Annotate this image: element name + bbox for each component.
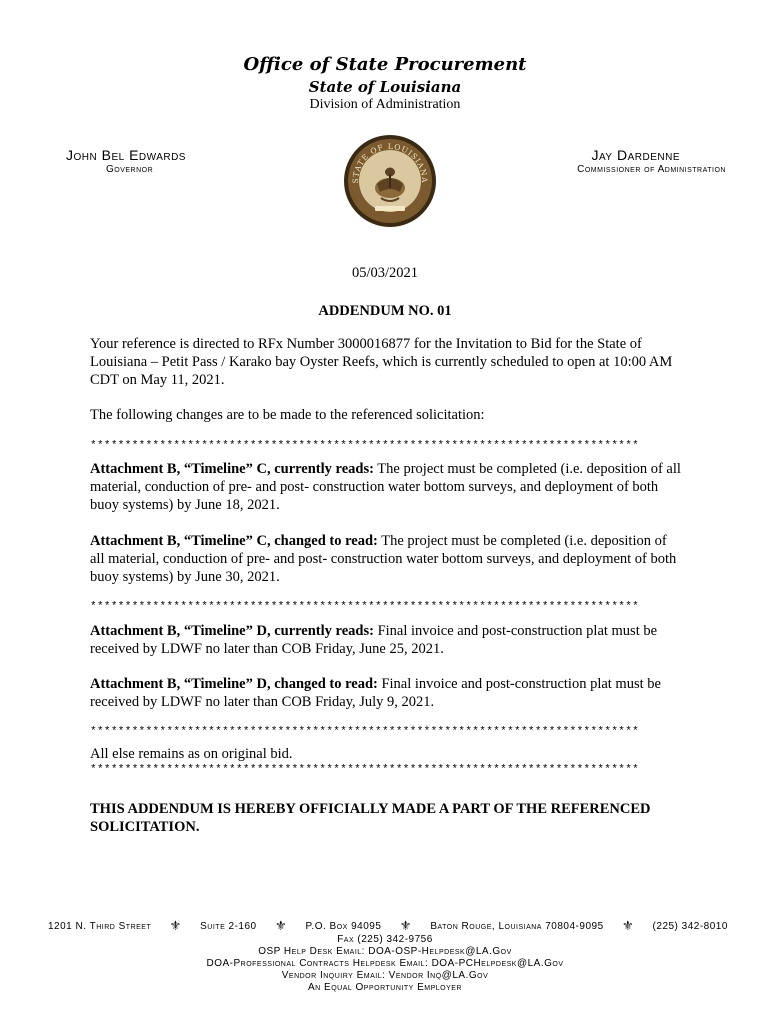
seal-lettering: STATE OF LOUISIANA (350, 141, 430, 184)
timeline-c-current-label: Attachment B, “Timeline” C, currently reads: (90, 461, 374, 477)
separator-stars: ******************************************************************************* (90, 764, 640, 776)
timeline-d-changed-label: Attachment B, “Timeline” D, changed to read: (90, 676, 378, 692)
footer-address (48, 919, 728, 934)
all-else-text: All else remains as on original bid. (90, 746, 293, 762)
governor-title: Governor (106, 164, 154, 175)
separator-stars: ******************************************************************************* (90, 601, 640, 613)
timeline-c-current-text: The project must be completed (i.e. deposition of all material, conduction of pre- and post- construction water bottom surveys, and deployment of both buoy systems) by June 18, 2021. (90, 461, 681, 513)
footer-street: 1201 N. Third Street (48, 921, 152, 932)
footer-city: Baton Rouge, Louisiana 70804-9095 (430, 921, 604, 932)
fleur-de-lis-icon: ⚜ (169, 919, 182, 934)
closing-statement: THIS ADDENDUM IS HEREBY OFFICIALLY MADE A PART OF THE REFERENCED SOLICITATION. (90, 801, 651, 835)
timeline-d-current (90, 622, 682, 658)
footer-osp-email: OSP Help Desk Email: DOA-OSP-Helpdesk@LA.Gov (258, 946, 512, 957)
commissioner-name: Jay Dardenne (591, 147, 680, 163)
footer-suite: Suite 2-160 (200, 921, 257, 932)
timeline-c-changed (90, 532, 682, 586)
fleur-de-lis-icon: ⚜ (622, 919, 635, 934)
timeline-d-changed (90, 675, 682, 711)
intro-paragraph: Your reference is directed to RFx Number 3000016877 for the Invitation to Bid for the State of Louisiana – Petit Pass / Karako bay Oyster Reefs, which is currently scheduled to open at 10:00 AM CDT on May 11, 2021. (90, 336, 673, 388)
timeline-c-current (90, 460, 682, 514)
division-title: Division of Administration (309, 97, 461, 112)
fleur-de-lis-icon: ⚜ (399, 919, 412, 934)
footer-equal-opportunity: An Equal Opportunity Employer (308, 982, 462, 993)
addendum-title: ADDENDUM NO. 01 (318, 303, 452, 319)
separator-stars: ******************************************************************************* (90, 440, 640, 452)
footer-pc-email: DOA-Professional Contracts Helpdesk Email: DOA-PCHelpdesk@LA.Gov (206, 958, 564, 969)
state-title: State of Louisiana (308, 78, 462, 96)
commissioner-title: Commissioner of Administration (577, 164, 726, 175)
footer-pobox: P.O. Box 94095 (305, 921, 382, 932)
footer-fax: Fax (225) 342-9756 (337, 934, 433, 945)
fleur-de-lis-icon: ⚜ (275, 919, 288, 934)
timeline-d-current-label: Attachment B, “Timeline” D, currently reads: (90, 623, 374, 639)
governor-name: John Bel Edwards (66, 147, 186, 163)
footer-vendor-email: Vendor Inquiry Email: Vendor Inq@LA.Gov (281, 970, 489, 981)
changes-intro: The following changes are to be made to the referenced solicitation: (90, 407, 485, 423)
timeline-c-changed-text: The project must be completed (i.e. deposition of all material, conduction of pre- and post- construction water bottom surveys, and deployment of both buoy systems) by June 30, 2021. (90, 533, 677, 585)
state-seal-icon (343, 134, 437, 228)
separator-stars: ******************************************************************************* (90, 726, 640, 738)
office-title: Office of State Procurement (243, 54, 527, 75)
timeline-d-changed-text: Final invoice and post-construction plat must be received by LDWF no later than COB Friday, July 9, 2021. (90, 676, 661, 710)
footer-phone: (225) 342-8010 (652, 921, 728, 932)
document-date: 05/03/2021 (351, 265, 419, 281)
timeline-d-current-text: Final invoice and post-construction plat must be received by LDWF no later than COB Friday, June 25, 2021. (90, 623, 658, 657)
timeline-c-changed-label: Attachment B, “Timeline” C, changed to read: (90, 533, 378, 549)
